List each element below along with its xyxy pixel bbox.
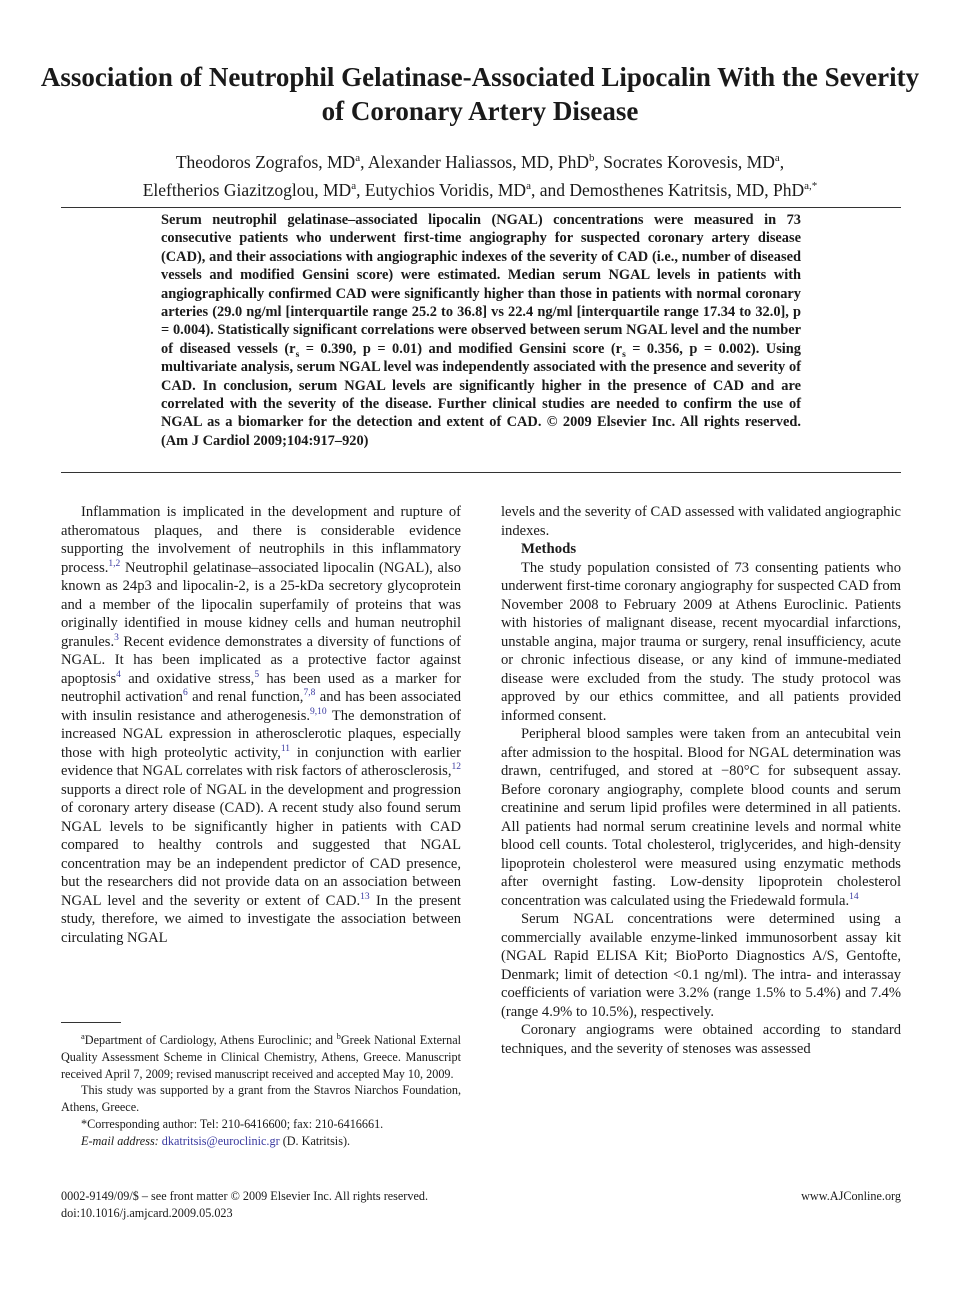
abstract [161, 211, 801, 450]
subscript: s [622, 349, 626, 360]
superscript: 6 [182, 688, 188, 699]
introduction-paragraph [61, 503, 461, 947]
methods-paragraph [501, 725, 901, 910]
text-run: The study population consisted of 73 consenting patients who underwent first-time coronary angiography for suspected CAD from November 2008 to February 2009 at Athens Euroclinic. Patients with histories of malignant disease, recent myocardial infarctions, unstable angina, major trauma or surgery, renal insufficiency, acute or chronic infectious disease, or any kind of immune-mediated disease were excluded from the study. The study protocol was approved by our ethics committee, and all patients provided informed consent. [501, 559, 901, 724]
author-affiliation-mark: a [526, 179, 531, 192]
text-run: Greek National External Quality Assessment Scheme in Clinical Chemistry, Athens, Greece. Manuscript received April 7, 2009; revised manuscript received and accepted May 10, 2009. [61, 1033, 461, 1081]
text-run: Coronary angiograms were obtained according to standard techniques, and the severity of stenoses was assessed [501, 1022, 901, 1057]
superscript: b [336, 1030, 341, 1041]
text-run: Neutrophil gelatinase–associated lipocalin (NGAL), also known as 24p3 and lipocalin-2, is a 25-kDa secretory glycoprotein and a member of the lipocalin superfamily of proteins that was originally identified in mouse kidney cells and human neutrophil granules. [61, 559, 461, 650]
text-run: Department of Cardiology, Athens Euroclinic; and [84, 1033, 337, 1047]
superscript: a [81, 1030, 85, 1041]
text-run: and has been associated with insulin resistance and atherogenesis. [61, 689, 461, 724]
author-name: Demosthenes Katritsis, MD, PhD [569, 179, 805, 200]
journal-website[interactable]: www.AJConline.org [801, 1189, 901, 1203]
author-affiliation-mark: b [589, 152, 595, 164]
superscript: 13 [360, 891, 370, 902]
text-run: and oxidative stress, [120, 670, 255, 687]
author-separator: , [356, 179, 365, 200]
email-suffix: (D. Katritsis). [279, 1133, 351, 1148]
text-run: = 0.356, p = 0.002). Using multivariate analysis, serum NGAL level was independently associated with the presence and severity of CAD. In conclusion, serum NGAL levels are significantly higher in the presence of CAD and are correlated with the severity of the disease. Further clinical studies are needed to confirm the use of NGAL as a biomarker for the detection and extent of CAD. © 2009 Elsevier Inc. All rights reserved. (Am J Cardiol 2009;104:917–920) [161, 340, 801, 449]
introduction-continuation: levels and the severity of CAD assessed with validated angiographic indexes. [501, 504, 902, 539]
corresponding-author-note: *Corresponding author: Tel: 210-6416600; fax: 210-6416661. [81, 1116, 384, 1131]
methods-paragraph [501, 1021, 901, 1058]
superscript: 1,2 [108, 558, 121, 569]
author-separator: , and [530, 179, 570, 200]
text-run: The demonstration of increased NGAL expression in atherosclerotic plaques, especially those with high proteolytic activity, [61, 707, 462, 761]
abstract-top-rule [61, 207, 901, 208]
right-column [501, 503, 901, 1058]
footnotes [61, 1032, 461, 1150]
superscript: 11 [280, 743, 291, 754]
author-affiliation-mark: a,* [804, 179, 818, 192]
article-title: Association of Neutrophil Gelatinase-Associated Lipocalin With the Severity of Coronary Artery Disease [40, 62, 920, 126]
email-link[interactable]: dkatritsis@euroclinic.gr [161, 1133, 280, 1148]
methods-heading: Methods [521, 541, 577, 557]
subscript: s [295, 349, 300, 360]
superscript: 14 [849, 891, 859, 902]
email-note [61, 1133, 461, 1150]
funding-note: This study was supported by a grant from the Stavros Niarchos Foundation, Athens, Greece. [61, 1083, 461, 1115]
author-name: Eleftherios Giazitzoglou, MD [142, 179, 352, 200]
author-name: Socrates Korovesis, MD [603, 151, 775, 172]
text-run: Peripheral blood samples were taken from an antecubital vein after admission to the hospital. Blood for NGAL determination was drawn, centrifuged, and stored at −80°C for subsequent assay. Before coronary angiography, complete blood counts and serum creatinine and serum lipid profiles were determined in all patients. All patients had normal serum creatinine levels and normal white blood cell counts. Total cholesterol, triglycerides, and high-density lipoprotein cholesterol were measured using enzymatic methods after overnight fasting. Low-density lipoprotein cholesterol concentration was calculated using the Friedewald formula. [501, 726, 901, 909]
text-run: Serum NGAL concentrations were determined using a commercially available enzyme-linked immunosorbent assay kit (NGAL Rapid ELISA Kit; BioPorto Diagnostics A/S, Gentofte, Denmark; limit of detection <0.1 ng/ml). The intra- and interassay coefficients of variation were 3.2% (range 1.5% to 5.4%) and 7.4% (range 4.9% to 10.5%), respectively. [501, 911, 901, 1020]
abstract-bottom-rule [61, 472, 901, 473]
methods-paragraph [501, 559, 901, 726]
issn-line: 0002-9149/09/$ – see front matter © 2009 Elsevier Inc. All rights reserved. [61, 1189, 429, 1203]
superscript: 12 [451, 762, 461, 773]
superscript: 5 [254, 669, 260, 680]
author-separator: , [779, 151, 785, 172]
author-affiliation-mark: a [774, 152, 780, 164]
author-list [40, 146, 920, 202]
superscript: 3 [114, 632, 119, 643]
doi-line[interactable]: doi:10.1016/j.amjcard.2009.05.023 [61, 1206, 233, 1220]
text-run: In the present study, therefore, we aimed to investigate the association between circulating NGAL [61, 892, 461, 946]
footer-left [61, 1188, 521, 1222]
text-run: and renal function, [187, 689, 304, 705]
methods-paragraph [501, 910, 901, 1021]
text-run: Inflammation is implicated in the development and rupture of atheromatous plaques, and there is considerable evidence supporting the involvement of neutrophils in this inflammatory process. [61, 504, 461, 576]
left-column [61, 503, 461, 947]
author-name: Eutychios Voridis, MD [364, 179, 527, 200]
author-name: Theodoros Zografos, MD [175, 151, 356, 172]
author-affiliation-mark: a [351, 179, 357, 192]
email-label: E-mail address: [81, 1133, 159, 1148]
author-affiliation-mark: a [355, 152, 361, 164]
affiliation-note [61, 1032, 461, 1082]
text-run: in conjunction with earlier evidence that NGAL correlates with risk factors of atherosclerosis, [61, 744, 461, 779]
text-run: supports a direct role of NGAL in the development and progression of coronary artery disease (CAD). A recent study also found serum NGAL levels to be significantly higher in patients with CAD compared to healthy controls and suggested that NGAL concentration may be an independent predictor of CAD presence, but the researchers did not provide data on an association between NGAL level and the severity or extent of CAD. [61, 781, 461, 909]
text-run: Recent evidence demonstrates a diversity of functions of NGAL. It has been implicated as a protective factor against apoptosis [61, 633, 461, 687]
author-separator: , [360, 151, 368, 172]
superscript: 7,8 [303, 688, 316, 699]
text-run: has been used as a marker for neutrophil activation [61, 670, 462, 705]
superscript: 4 [116, 669, 121, 680]
author-separator: , [594, 151, 604, 172]
superscript: 9,10 [310, 706, 327, 717]
text-run: Serum neutrophil gelatinase–associated lipocalin (NGAL) concentrations were measured in 73 consecutive patients who underwent first-time angiography for suspected coronary artery disease (CAD), and their associations with angiographic indexes of the severity of CAD (i.e., number of diseased vessels and modified Gensini score) were estimated. Median serum NGAL levels in patients with angiographically confirmed CAD were significantly higher than those in patients with normal coronary arteries (29.0 ng/ml [interquartile range 25.2 to 36.8] vs 22.4 ng/ml [interquartile range 17.34 to 32.0], p = 0.004). Statistically significant correlations were observed between serum NGAL level and the number of diseased vessels (r [161, 212, 801, 357]
footnote-rule [61, 1022, 121, 1023]
author-name: Alexander Haliassos, MD, PhD [367, 151, 590, 172]
methods-section [501, 559, 901, 1059]
text-run: = 0.390, p = 0.01) and modified Gensini score (r [299, 340, 623, 357]
